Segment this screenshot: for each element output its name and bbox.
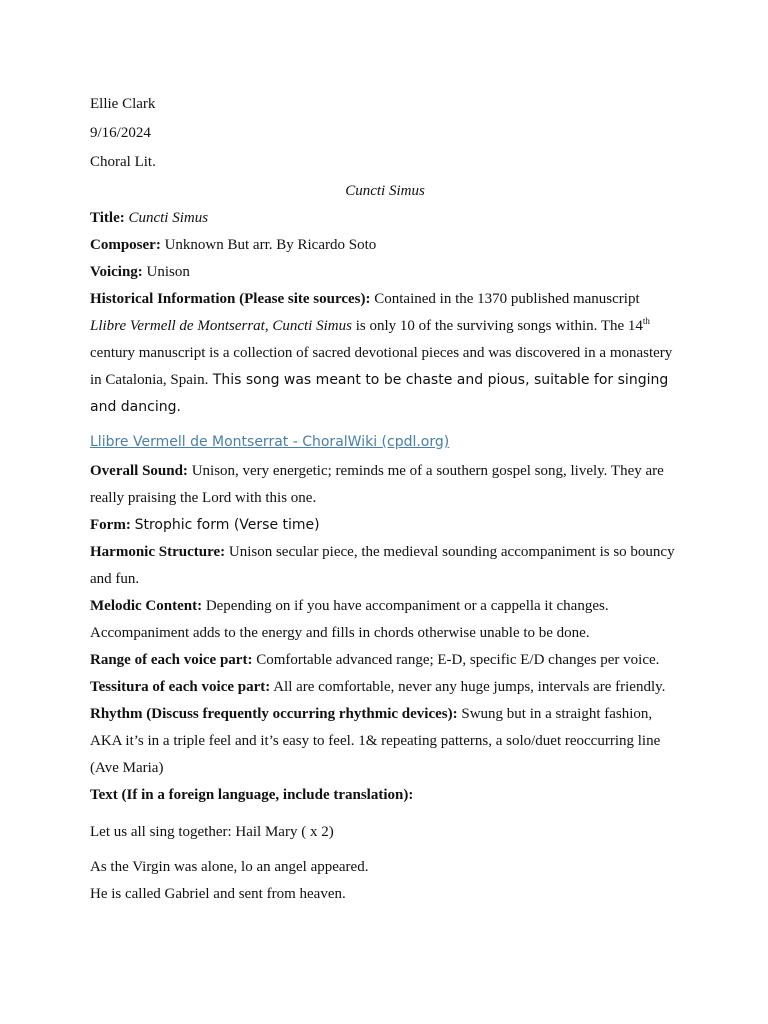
form-field <box>90 512 680 539</box>
harmonic-text-1: Unison secular piece, the medieval sounding accompaniment is so bouncy <box>228 544 675 560</box>
sound-label: Overall Sound: <box>90 463 188 479</box>
form-value: Strophic form (Verse time) <box>134 517 320 533</box>
range-field <box>90 647 680 674</box>
choralwiki-link[interactable]: Llibre Vermell de Montserrat - ChoralWiki (cpdl.org) <box>90 434 450 450</box>
history-label: Historical Information (Please site sources): <box>90 291 371 307</box>
harmonic-line-2: and fun. <box>90 571 140 587</box>
melodic-text-1: Depending on if you have accompaniment or a cappella it changes. <box>205 598 609 614</box>
translation-line-2: As the Virgin was alone, lo an angel appeared. <box>90 859 369 875</box>
form-label: Form: <box>90 517 131 533</box>
composer-label: Composer: <box>90 237 161 253</box>
harmonic-label: Harmonic Structure: <box>90 544 226 560</box>
tessitura-field <box>90 674 680 701</box>
melodic-line-1 <box>90 593 680 620</box>
sound-text-1: Unison, very energetic; reminds me of a southern gospel song, lively. They are <box>191 463 664 479</box>
composer-value: Unknown But arr. By Ricardo Soto <box>164 237 377 253</box>
title-label: Title: <box>90 210 125 226</box>
history-line-3: century manuscript is a collection of sacred devotional pieces and was discovered in a monastery <box>90 345 673 361</box>
melodic-label: Melodic Content: <box>90 598 203 614</box>
history-line-1 <box>90 286 680 313</box>
melodic-line-2: Accompaniment adds to the energy and fills in chords otherwise unable to be done. <box>90 625 590 641</box>
harmonic-line-1 <box>90 539 680 566</box>
rhythm-line-2: AKA it’s in a triple feel and it’s easy to feel. 1& repeating patterns, a solo/duet reoccurring line <box>90 733 661 749</box>
song-name: Cuncti Simus <box>272 318 352 334</box>
sound-line-1 <box>90 458 680 485</box>
range-value: Comfortable advanced range; E-D, specific E/D changes per voice. <box>256 652 660 668</box>
course-name: Choral Lit. <box>90 154 156 170</box>
composer-field <box>90 232 680 259</box>
rhythm-line-1 <box>90 701 680 728</box>
voicing-field <box>90 259 680 286</box>
tessitura-label: Tessitura of each voice part: <box>90 679 271 695</box>
tessitura-value: All are comfortable, never any huge jumps, intervals are friendly. <box>273 679 666 695</box>
history-sep: , <box>264 318 273 334</box>
author-name: Ellie Clark <box>90 96 156 112</box>
range-label: Range of each voice part: <box>90 652 253 668</box>
document-title: Cuncti Simus <box>345 183 425 199</box>
manuscript-name: Llibre Vermell de Montserrat <box>90 318 265 334</box>
text-field-label <box>90 782 680 809</box>
history-text-2: is only 10 of the surviving songs within. The 14 <box>351 318 643 334</box>
document-page <box>90 91 680 908</box>
translation-line-3: He is called Gabriel and sent from heaven. <box>90 886 346 902</box>
rhythm-line-3: (Ave Maria) <box>90 760 164 776</box>
text-label: Text (If in a foreign language, include translation): <box>90 787 414 803</box>
rhythm-label: Rhythm (Discuss frequently occurring rhythmic devices): <box>90 706 458 722</box>
history-text-4: in Catalonia, Spain. <box>90 372 209 388</box>
rhythm-text-1: Swung but in a straight fashion, <box>461 706 653 722</box>
history-line-5: and dancing. <box>90 399 181 415</box>
history-line-2 <box>90 313 680 340</box>
history-text-4-sans: This song was meant to be chaste and pious, suitable for singing <box>208 372 669 388</box>
ordinal-suffix: th <box>642 316 650 326</box>
history-text-1: Contained in the 1370 published manuscript <box>374 291 640 307</box>
history-line-4 <box>90 367 680 394</box>
document-date: 9/16/2024 <box>90 125 151 141</box>
voicing-label: Voicing: <box>90 264 143 280</box>
sound-line-2: really praising the Lord with this one. <box>90 490 317 506</box>
title-value: Cuncti Simus <box>128 210 209 226</box>
title-field <box>90 205 680 232</box>
voicing-value: Unison <box>146 264 190 280</box>
translation-line-1: Let us all sing together: Hail Mary ( x 2) <box>90 824 334 840</box>
